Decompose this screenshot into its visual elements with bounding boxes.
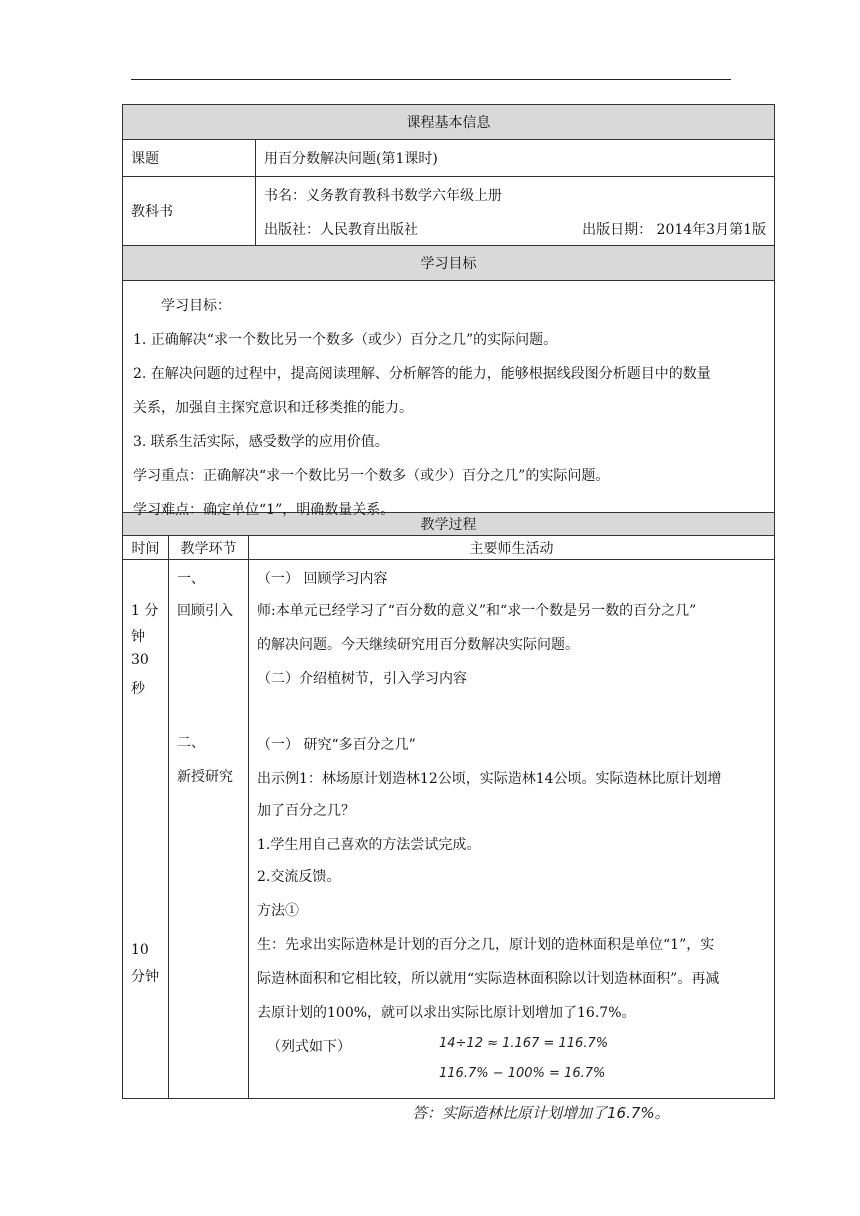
process-header: 教学过程 bbox=[123, 513, 774, 536]
time-1a: 1 分 bbox=[131, 603, 159, 619]
activity-line: 去原计划的100%，就可以求出实际比原计划增加了16.7%。 bbox=[257, 1005, 636, 1021]
activity-line: 生：先求出实际造林是计划的百分之几，原计划的造林面积是单位“1”，实 bbox=[257, 937, 715, 953]
stage-2-number: 二、 bbox=[177, 735, 205, 751]
time-1c: 30 bbox=[131, 652, 149, 668]
time-2a: 10 bbox=[131, 942, 149, 958]
time-column bbox=[123, 560, 169, 1098]
topic-value: 用百分数解决问题(第1课时) bbox=[264, 151, 438, 167]
book-name: 书名：义务教育教科书数学六年级上册 bbox=[264, 188, 502, 204]
activity-line: （一） 研究“多百分之几” bbox=[257, 737, 416, 753]
stage-1-number: 一、 bbox=[177, 571, 205, 587]
objectives-body bbox=[123, 281, 774, 518]
textbook-row bbox=[123, 177, 774, 246]
topic-label: 课题 bbox=[123, 140, 256, 176]
stage-column bbox=[169, 560, 249, 1098]
objectives-header: 学习目标 bbox=[123, 246, 774, 281]
activity-line: （一） 回顾学习内容 bbox=[257, 571, 388, 587]
col-time: 时间 bbox=[123, 536, 169, 559]
time-1d: 秒 bbox=[131, 681, 145, 697]
objective-2a: 2. 在解决问题的过程中，提高阅读理解、分析解答的能力，能够根据线段图分析题目中的数量 bbox=[133, 366, 711, 382]
activity-line: 方法① bbox=[257, 903, 299, 919]
activity-line: 的解决问题。今天继续研究用百分数解决实际问题。 bbox=[257, 637, 579, 653]
activity-line: 2.交流反馈。 bbox=[257, 869, 341, 885]
handwritten-calc-2: 116.7% − 100% = 16.7% bbox=[439, 1066, 606, 1081]
difficulty: 学习难点：确定单位“1”，明确数量关系。 bbox=[133, 502, 395, 518]
objective-3: 3. 联系生活实际，感受数学的应用价值。 bbox=[133, 434, 389, 450]
col-stage: 教学环节 bbox=[169, 536, 249, 559]
lesson-table bbox=[122, 104, 775, 1099]
process-column-headers bbox=[123, 536, 774, 560]
time-1b: 钟 bbox=[131, 629, 145, 645]
objective-2b: 关系，加强自主探究意识和迁移类推的能力。 bbox=[133, 400, 413, 416]
activity-line: 加了百分之几？ bbox=[257, 803, 355, 819]
objectives-intro: 学习目标： bbox=[161, 298, 231, 314]
header-rule bbox=[131, 79, 731, 80]
publish-date: 出版日期： 2014年3月第1版 bbox=[582, 222, 766, 238]
handwritten-calc-1: 14÷12 ≈ 1.167 = 116.7% bbox=[439, 1036, 609, 1051]
process-body bbox=[123, 560, 774, 1098]
objective-1: 1. 正确解决“求一个数比另一个数多（或少）百分之几”的实际问题。 bbox=[133, 332, 558, 348]
textbook-label: 教科书 bbox=[123, 177, 256, 245]
key-point: 学习重点：正确解决“求一个数比另一个数多（或少）百分之几”的实际问题。 bbox=[133, 468, 610, 484]
activity-line: 1.学生用自己喜欢的方法尝试完成。 bbox=[257, 837, 481, 853]
activity-line: 出示例1：林场原计划造林12公顷，实际造林14公顷。实际造林比原计划增 bbox=[257, 771, 722, 787]
stage-1-name: 回顾引入 bbox=[177, 603, 233, 619]
activity-column bbox=[249, 560, 774, 1098]
activity-line: 师:本单元已经学习了“百分数的意义”和“求一个数是另一数的百分之几” bbox=[257, 603, 697, 619]
activity-line: 际造林面积和它相比较，所以就用“实际造林面积除以计划造林面积”。再减 bbox=[257, 971, 720, 987]
topic-row bbox=[123, 140, 774, 177]
activity-line: （列式如下） bbox=[267, 1039, 351, 1055]
textbook-info bbox=[256, 177, 774, 245]
publisher: 出版社：人民教育出版社 bbox=[264, 222, 418, 238]
activity-line: （二）介绍植树节，引入学习内容 bbox=[257, 671, 467, 687]
time-2b: 分钟 bbox=[131, 969, 159, 985]
col-activity: 主要师生活动 bbox=[469, 540, 554, 557]
handwritten-answer: 答：实际造林比原计划增加了16.7%。 bbox=[412, 1104, 670, 1122]
stage-2-name: 新授研究 bbox=[177, 769, 233, 785]
basic-info-header: 课程基本信息 bbox=[123, 105, 774, 140]
